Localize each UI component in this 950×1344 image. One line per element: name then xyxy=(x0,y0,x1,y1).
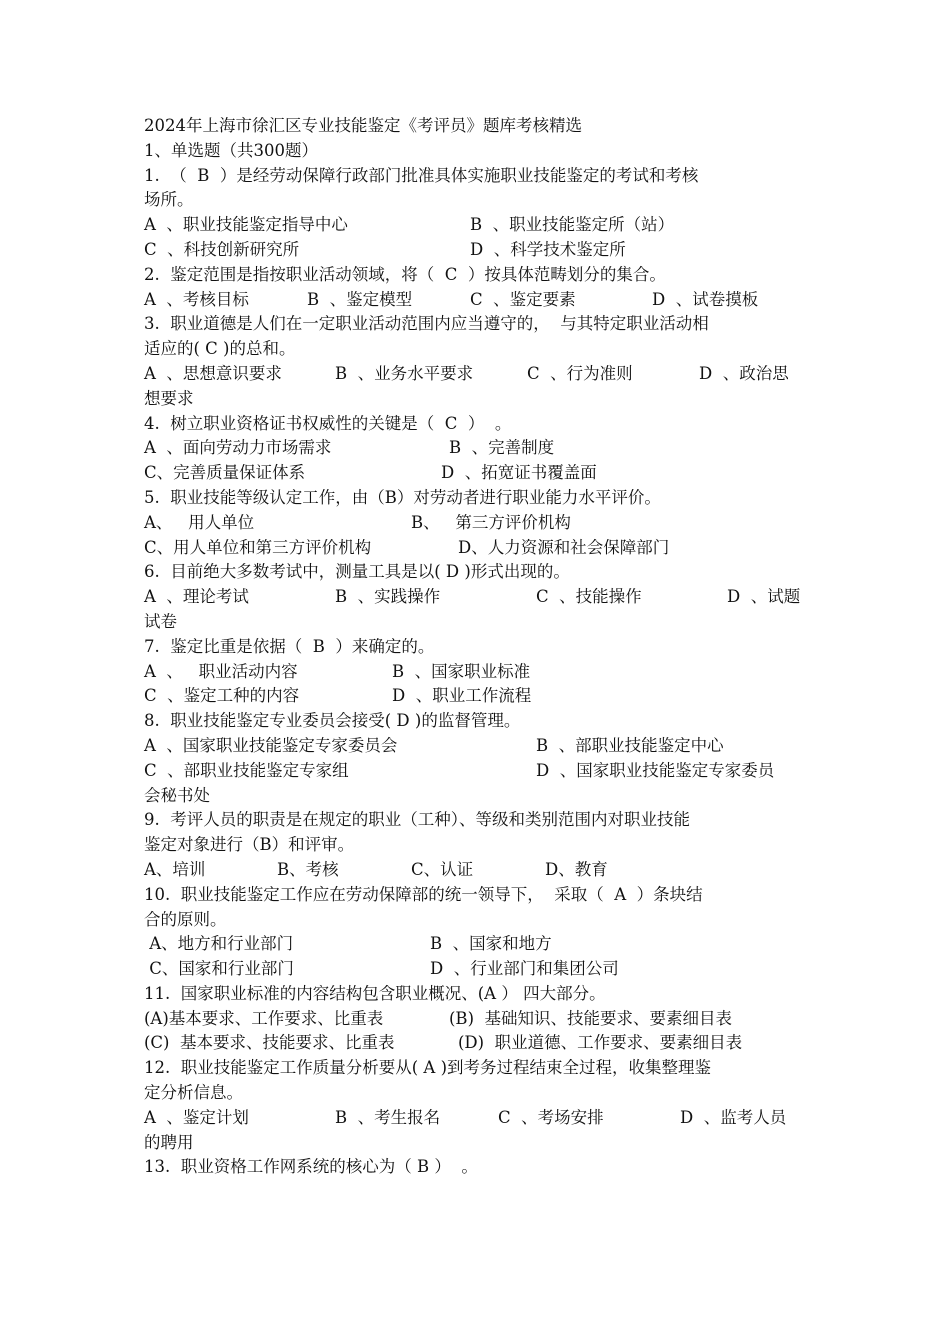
option-d: D 、职业工作流程 xyxy=(392,686,532,706)
section-heading: 1、单选题（共300题） xyxy=(144,140,318,160)
question-10-line-2: 合的原则。 xyxy=(144,909,227,929)
option-b: B 、考生报名 xyxy=(335,1107,441,1127)
question-2-options xyxy=(144,288,814,313)
question-8-options-row-1 xyxy=(144,734,814,759)
option-a: A 、国家职业技能鉴定专家委员会 xyxy=(144,735,398,755)
option-b: B 、国家和地方 xyxy=(430,934,552,954)
question-11-options-row-2 xyxy=(144,1031,814,1056)
option-b: B、 第三方评价机构 xyxy=(411,512,571,532)
option-d: D 、拓宽证书覆盖面 xyxy=(441,463,597,483)
option-c: C 、鉴定要素 xyxy=(470,289,576,309)
question-9-line-1: 9. 考评人员的职责是在规定的职业（工种）、等级和类别范围内对职业技能 xyxy=(144,810,690,830)
option-c: C 、鉴定工种的内容 xyxy=(144,686,300,706)
option-a: A、 用人单位 xyxy=(144,512,255,532)
document-body xyxy=(144,114,814,1180)
question-4-line-1: 4. 树立职业资格证书权威性的关键是（ C ） 。 xyxy=(144,413,512,433)
question-5-line-1: 5. 职业技能等级认定工作，由（B）对劳动者进行职业能力水平评价。 xyxy=(144,487,661,507)
option-c: C 、技能操作 xyxy=(536,587,642,607)
option-b: B 、实践操作 xyxy=(335,587,441,607)
option-b: B 、业务水平要求 xyxy=(335,363,474,383)
option-c: C 、考场安排 xyxy=(498,1107,604,1127)
question-1-options-row-2 xyxy=(144,238,814,263)
option-d: D 、试题 xyxy=(727,587,801,607)
question-8-options-row-2 xyxy=(144,759,814,784)
option-c: C、国家和行业部门 xyxy=(144,959,294,979)
option-c: C 、部职业技能鉴定专家组 xyxy=(144,760,349,780)
question-12-line-1: 12. 职业技能鉴定工作质量分析要从( A )到考务过程结束全过程，收集整理鉴 xyxy=(144,1058,712,1078)
question-3-options xyxy=(144,362,814,387)
question-3-line-1: 3. 职业道德是人们在一定职业活动范围内应当遵守的， 与其特定职业活动相 xyxy=(144,314,709,334)
question-7-options-row-2 xyxy=(144,684,814,709)
option-b: B 、职业技能鉴定所（站） xyxy=(470,215,675,235)
question-5-options-row-1 xyxy=(144,511,814,536)
question-11-line-1: 11. 国家职业标准的内容结构包含职业概况、(A ） 四大部分。 xyxy=(144,983,606,1003)
document-title: 2024年上海市徐汇区专业技能鉴定《考评员》题库考核精选 xyxy=(144,116,582,135)
option-d: D 、国家职业技能鉴定专家委员 xyxy=(536,760,775,780)
question-9-options xyxy=(144,858,814,883)
question-4-options-row-2 xyxy=(144,461,814,486)
question-9-line-2: 鉴定对象进行（B）和评审。 xyxy=(144,835,355,855)
option-a: A 、 职业活动内容 xyxy=(144,661,298,681)
question-12-line-2: 定分析信息。 xyxy=(144,1083,243,1103)
question-4-options-row-1 xyxy=(144,436,814,461)
option-d: D 、试卷摸板 xyxy=(652,289,759,309)
option-b: (B) 基础知识、技能要求、要素细目表 xyxy=(449,1008,732,1028)
question-10-line-1: 10. 职业技能鉴定工作应在劳动保障部的统一领导下， 采取（ A ）条块结 xyxy=(144,884,703,904)
option-c: C、完善质量保证体系 xyxy=(144,463,306,483)
question-3-line-3: 想要求 xyxy=(144,388,194,408)
option-b: B 、完善制度 xyxy=(449,438,555,458)
question-1-line-2: 场所。 xyxy=(144,190,194,210)
question-2-line-1: 2. 鉴定范围是指按职业活动领域，将（ C ）按具体范畴划分的集合。 xyxy=(144,264,666,284)
option-a: A 、面向劳动力市场需求 xyxy=(144,438,332,458)
question-7-line-1: 7. 鉴定比重是依据（ B ）来确定的。 xyxy=(144,636,435,656)
question-1-options-row-1 xyxy=(144,213,814,238)
option-b: B 、部职业技能鉴定中心 xyxy=(536,735,724,755)
question-12-options xyxy=(144,1106,814,1131)
question-10-options-row-1 xyxy=(144,932,814,957)
option-c: C、用人单位和第三方评价机构 xyxy=(144,537,372,557)
option-c: C 、科技创新研究所 xyxy=(144,239,300,259)
question-6-line-1: 6. 目前绝大多数考试中，测量工具是以( D )形式出现的。 xyxy=(144,562,570,582)
option-d: D 、行业部门和集团公司 xyxy=(430,959,619,979)
question-5-options-row-2 xyxy=(144,536,814,561)
option-a: A、地方和行业部门 xyxy=(144,934,294,954)
question-7-options-row-1 xyxy=(144,660,814,685)
option-a: A 、职业技能鉴定指导中心 xyxy=(144,215,348,235)
question-12-line-3: 的聘用 xyxy=(144,1132,194,1152)
option-b: B、考核 xyxy=(277,859,339,879)
option-d: D 、政治思 xyxy=(699,363,789,383)
option-c: (C) 基本要求、技能要求、比重表 xyxy=(144,1033,395,1053)
option-a: (A)基本要求、工作要求、比重表 xyxy=(144,1008,384,1028)
option-a: A 、考核目标 xyxy=(144,289,249,309)
option-a: A 、思想意识要求 xyxy=(144,363,282,383)
option-c: C 、行为准则 xyxy=(527,363,633,383)
option-d: D、人力资源和社会保障部门 xyxy=(458,537,670,557)
question-1-line-1: 1. （ B ）是经劳动保障行政部门批准具体实施职业技能鉴定的考试和考核 xyxy=(144,165,699,185)
question-8-line-2: 会秘书处 xyxy=(144,785,210,805)
option-b: B 、鉴定模型 xyxy=(307,289,413,309)
option-a: A 、鉴定计划 xyxy=(144,1107,249,1127)
option-d: (D) 职业道德、工作要求、要素细目表 xyxy=(458,1033,743,1053)
option-d: D 、科学技术鉴定所 xyxy=(470,239,626,259)
option-a: A 、理论考试 xyxy=(144,587,249,607)
question-11-options-row-1 xyxy=(144,1007,814,1032)
option-a: A、培训 xyxy=(144,859,206,879)
option-b: B 、国家职业标准 xyxy=(392,661,531,681)
option-c: C、认证 xyxy=(411,859,474,879)
question-8-line-1: 8. 职业技能鉴定专业委员会接受( D )的监督管理。 xyxy=(144,711,521,731)
question-6-line-2: 试卷 xyxy=(144,611,177,631)
option-d: D 、监考人员 xyxy=(680,1107,787,1127)
question-3-line-2: 适应的( C )的总和。 xyxy=(144,339,296,359)
question-13-line-1: 13. 职业资格工作网系统的核心为（ B ） 。 xyxy=(144,1157,478,1177)
option-d: D、教育 xyxy=(545,859,608,879)
question-10-options-row-2 xyxy=(144,957,814,982)
question-6-options xyxy=(144,585,814,610)
